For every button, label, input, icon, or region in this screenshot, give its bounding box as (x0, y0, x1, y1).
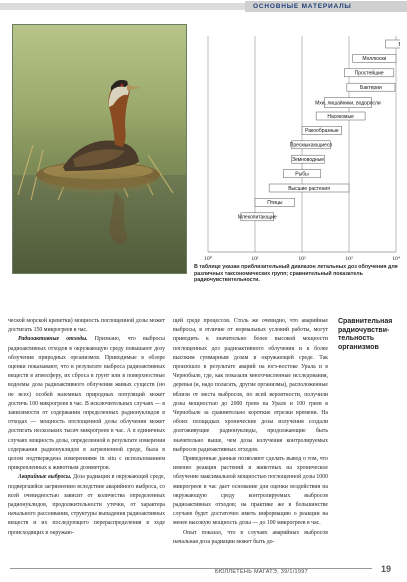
paragraph-text: Опыт показал, что в случаях аварийных выбросов начальная доза радиации может быть до- (173, 529, 328, 545)
paragraph-text: щей среде процессов. Столь же очевидно, что аварийные выбросы, в отличие от нормальных условий работы, могут приводить к значительно более высокой мощности поглощенных доз радиоактивного облучения и к более высоким суммарным дозам в окружающей среде. Так произошло в результате аварий на югэ-востоке Урала и в Чернобыле, где, как показали многочисленные исследования, деревья (и, надо полагать, другие организмы), расположенные вблизи от места выбросов, по всей вероятности, получили дозы мощностью до 2000 греев на Урале и 100 греев в Чернобыле за сравнительно короткие отрезки времени. На обоих площадках хронические дозы излучения создали долгоживущие радионуклиды, продолжающие быть значительно выше, чем дозы излучения контролируемых выбросов радиоактивных отходов. (173, 318, 328, 453)
paragraph-heading: Радиоактивные отходы. (18, 336, 88, 343)
paragraph (173, 317, 328, 455)
paragraph-text: Признано, что выбросы радиоактивных отходов в окружающую среду повышают дозу облучения природных организмов. Приводимые в обзоре оценки показывают, что в результате выброса радиоактивных веществ в атмосферу, их сброса в грунт или в поверхностные водоемы доза радиоактивного облучения живых существ (но не всех) особей наземных природных популяций может достичь 100 микрогреев в час. В исключительных случаях — в зависимости от содержания определенных радионуклидов в отходах — мощность поглощенной дозы облучения может достигать нескольких тысяч микрогреев в час. А в единичных случаях мощность дозы, определенной в результате измерения содержания радионуклидов в загрязненной среде, была в целом подтверждена измерениями in situ с использованием прикрепленных к животным дозиметров. (8, 336, 165, 472)
grebe-photo (12, 24, 187, 274)
top-header (0, 0, 407, 11)
bar-label: Птицы (267, 200, 283, 207)
bar-label: Простейшие (354, 70, 384, 77)
bar-label: Моллюски (362, 56, 387, 63)
x-tick-label: 10⁰ (204, 256, 212, 262)
paragraph-heading: Аварийные выбросы. (18, 474, 72, 481)
text-column-2 (173, 317, 328, 547)
grebe-illustration (13, 25, 187, 274)
page-footer (0, 566, 407, 582)
side-heading: Сравнительная радиочувстви-тельность организмов (338, 318, 393, 351)
paragraph (173, 529, 328, 547)
paragraph-text: Доза радиации в окружающей среде, подвергшейся загрязнению вследствие аварийного выброса, со всей очевидностью зависит от количества определенных радионуклидов, продолжительности утечки, от характера начального рассеивания, структуры выпадения радиоактивных веществ и их последующего перераспределения в ходе происходящих в окружаю- (8, 474, 165, 536)
bar-label: Бактерии (360, 85, 382, 91)
paragraph (173, 455, 328, 529)
bar-label: Ракообразные (305, 128, 339, 135)
paragraph (8, 317, 165, 335)
x-tick-label: 10³ (345, 256, 353, 262)
chart-canvas (190, 24, 400, 264)
bar-label: Высшие растения (288, 185, 330, 192)
paragraph-text: Приведенные данные позволяют сделать вывод о том, что именно реакция растений и животных на хроническое облучение максимальной мощностью поглощенной дозы 1000 микрогреев в час дает основание для оценки воздействия на окружающую среду контролируемых выбросов радиоактивных отходов; на практике же в большинстве случаев будет достаточно иметь информацию о реакции на менее высокую мощность дозы — до 100 микрогреев в час. (173, 456, 328, 527)
bar-label: Рыбы (295, 171, 309, 178)
bar-label: Мхи, лишайники, водоросли (315, 100, 381, 107)
x-tick-label: 10⁴ (392, 256, 400, 262)
paragraph (8, 473, 165, 537)
section-title: ОСНОВНЫЕ МАТЕРИАЛЫ (245, 1, 407, 12)
bar-label: Насекомые (327, 113, 354, 120)
bar-label (399, 42, 400, 48)
bar-label: Млекопитающие (237, 214, 277, 221)
paragraph-text: ческой морской креветки) мощность поглощенной дозы может достигать 150 микрогреев в час. (8, 318, 165, 334)
x-tick-label: 10² (298, 256, 306, 262)
x-tick-label: 10¹ (251, 256, 259, 262)
publication-name: БЮЛЛЕТЕНЬ МАГАТЭ, 39/1/1997 (215, 569, 308, 575)
page-number: 19 (381, 564, 392, 574)
bar-label: Пресмыкающиеся (289, 142, 333, 149)
header-band (0, 3, 250, 10)
text-column-1 (8, 317, 165, 538)
bar-label: Земноводные (291, 157, 325, 163)
paragraph (8, 335, 165, 473)
footer-rule (10, 568, 372, 569)
chart-caption: В таблице указан приблизительный диапазон летальных доз облучения для различных таксономических групп; сравнительный показатель радиочувствительности. (194, 264, 398, 284)
